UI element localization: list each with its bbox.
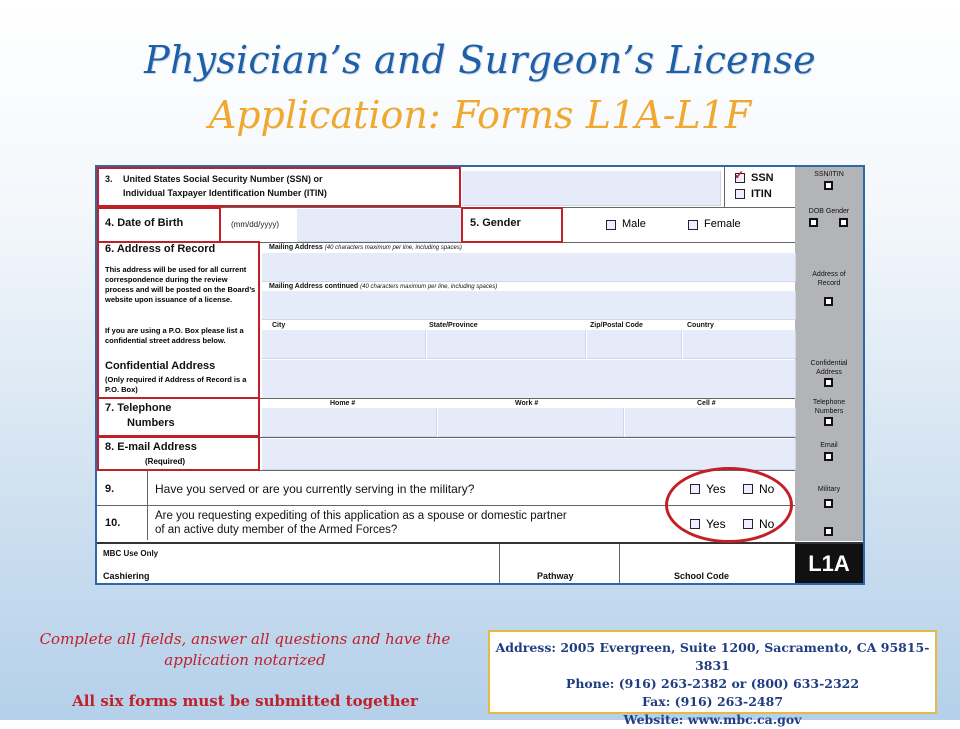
q8-label: 8. E-mail Address xyxy=(105,441,197,453)
contact-phone: Phone: (916) 263-2382 or (800) 633-2322 xyxy=(565,676,860,691)
female-option-label: Female xyxy=(704,218,741,230)
work-phone-input[interactable] xyxy=(438,408,624,437)
q9-text: Have you served or are you currently serving in the military? xyxy=(155,482,475,496)
slide-title: Physician’s and Surgeon’s License xyxy=(144,38,816,82)
country-input[interactable] xyxy=(683,330,796,359)
contact-fax: Fax: (916) 263-2487 xyxy=(641,694,784,709)
mbc-use-only-label: MBC Use Only xyxy=(103,549,159,558)
side-checkbox-address[interactable] xyxy=(824,297,833,306)
q3-number: 3. xyxy=(105,174,113,184)
state-input[interactable] xyxy=(427,330,586,359)
application-form-image xyxy=(95,165,865,585)
male-checkbox[interactable] xyxy=(606,220,616,230)
zip-label: Zip/Postal Code xyxy=(590,322,643,329)
slide-subtitle: Application: Forms L1A-L1F xyxy=(208,93,752,137)
side-label-telephone: Telephone Numbers xyxy=(812,399,846,415)
contact-box xyxy=(488,630,937,727)
q9-number: 9. xyxy=(105,483,115,495)
cell-phone-input[interactable] xyxy=(625,408,796,437)
highlight-q3 xyxy=(97,167,461,207)
q10-text-line1: Are you requesting expediting of this application as a spouse or domestic partner xyxy=(155,510,567,522)
side-label-address: Address of Record xyxy=(812,271,846,287)
q7-label-line2: Numbers xyxy=(127,417,175,429)
side-checkbox-email[interactable] xyxy=(824,452,833,461)
q3-label-line1: United States Social Security Number (SSN) or xyxy=(123,174,323,184)
side-label-ssn: SSN/ITIN xyxy=(814,171,844,178)
mailing-address-cont-label: Mailing Address continued (40 characters maximum per line, including spaces) xyxy=(269,283,498,290)
side-checkbox-telephone[interactable] xyxy=(824,417,833,426)
highlight-q5 xyxy=(461,207,563,243)
form-id-badge: L1A xyxy=(795,544,863,583)
mailing-address-cont-input[interactable] xyxy=(262,291,796,320)
school-code-label: School Code xyxy=(674,571,730,581)
side-checkbox-ssn[interactable] xyxy=(824,181,833,190)
q10-no-label: No xyxy=(759,517,775,531)
side-label-email: Email xyxy=(820,442,838,449)
itin-option-label: ITIN xyxy=(751,188,772,200)
confidential-address-input[interactable] xyxy=(262,360,796,399)
side-checkbox-military[interactable] xyxy=(824,499,833,508)
highlight-q4 xyxy=(97,207,221,243)
state-label: State/Province xyxy=(429,322,478,329)
review-checklist-column xyxy=(795,167,863,541)
side-label-military: Military xyxy=(817,486,841,493)
ssn-input[interactable] xyxy=(462,171,721,206)
q6-description: This address will be used for all current correspondence during the review process and will be posted on the Board’s website upon issuance of a license. xyxy=(105,265,256,304)
confidential-note: (Only required if Address of Record is a P.O. Box) xyxy=(105,375,247,394)
side-checkbox-gender[interactable] xyxy=(839,218,848,227)
q9-no-label: No xyxy=(759,482,775,496)
dob-hint: (mm/dd/yyyy) xyxy=(231,220,279,229)
male-option-label: Male xyxy=(622,218,646,230)
highlight-q6 xyxy=(97,241,260,399)
side-label-dob-gender: DOB Gender xyxy=(808,208,850,215)
q3-label-line2: Individual Taxpayer Identification Number (ITIN) xyxy=(123,188,327,198)
home-phone-label: Home # xyxy=(330,400,356,407)
submission-note: All six forms must be submitted together xyxy=(72,692,418,710)
side-label-confidential: Confidential Address xyxy=(810,360,848,376)
mailing-address-input[interactable] xyxy=(262,253,796,282)
highlight-q8 xyxy=(97,436,260,471)
side-checkbox-confidential[interactable] xyxy=(824,378,833,387)
work-phone-label: Work # xyxy=(515,400,539,407)
city-label: City xyxy=(272,322,286,329)
itin-checkbox[interactable] xyxy=(735,189,745,199)
country-label: Country xyxy=(687,322,714,329)
instructions-text: Complete all fields, answer all questions and have the application notarized xyxy=(39,630,451,669)
q8-note: (Required) xyxy=(145,457,185,466)
dob-input[interactable] xyxy=(297,209,462,242)
home-phone-input[interactable] xyxy=(262,408,437,437)
city-input[interactable] xyxy=(262,330,426,359)
q6-label: 6. Address of Record xyxy=(105,243,216,255)
mailing-address-cont-hint: (40 characters maximum per line, including spaces) xyxy=(360,284,498,290)
contact-website[interactable]: Website: www.mbc.ca.gov xyxy=(623,712,802,727)
q10-number: 10. xyxy=(105,517,121,529)
side-checkbox-expedite[interactable] xyxy=(824,527,833,536)
q9-yes-label: Yes xyxy=(706,482,726,496)
q6-po-box-note: If you are using a P.O. Box please list a confidential street address below. xyxy=(105,326,244,345)
zip-input[interactable] xyxy=(587,330,682,359)
mailing-address-hint: (40 characters maximum per line, including spaces) xyxy=(324,245,462,251)
pathway-label: Pathway xyxy=(537,571,574,581)
cell-phone-label: Cell # xyxy=(697,400,716,407)
highlight-q7 xyxy=(97,397,260,437)
q5-label: 5. Gender xyxy=(470,217,521,229)
check-mark-icon: ✓ xyxy=(734,168,745,182)
email-input[interactable] xyxy=(262,439,796,470)
q10-text-line2: of an active duty member of the Armed Forces? xyxy=(155,524,398,536)
highlight-oval xyxy=(665,467,793,543)
confidential-label: Confidential Address xyxy=(105,360,216,372)
q7-label-line1: 7. Telephone xyxy=(105,402,172,414)
female-checkbox[interactable] xyxy=(688,220,698,230)
cashiering-label: Cashiering xyxy=(103,571,150,581)
q10-yes-label: Yes xyxy=(706,517,726,531)
side-checkbox-dob[interactable] xyxy=(809,218,818,227)
contact-address: Address: 2005 Evergreen, Suite 1200, Sacramento, CA 95815-3831 xyxy=(495,640,930,673)
q4-label: 4. Date of Birth xyxy=(105,217,184,229)
ssn-option-label: SSN xyxy=(751,172,774,184)
mailing-address-label: Mailing Address (40 characters maximum per line, including spaces) xyxy=(269,244,462,251)
